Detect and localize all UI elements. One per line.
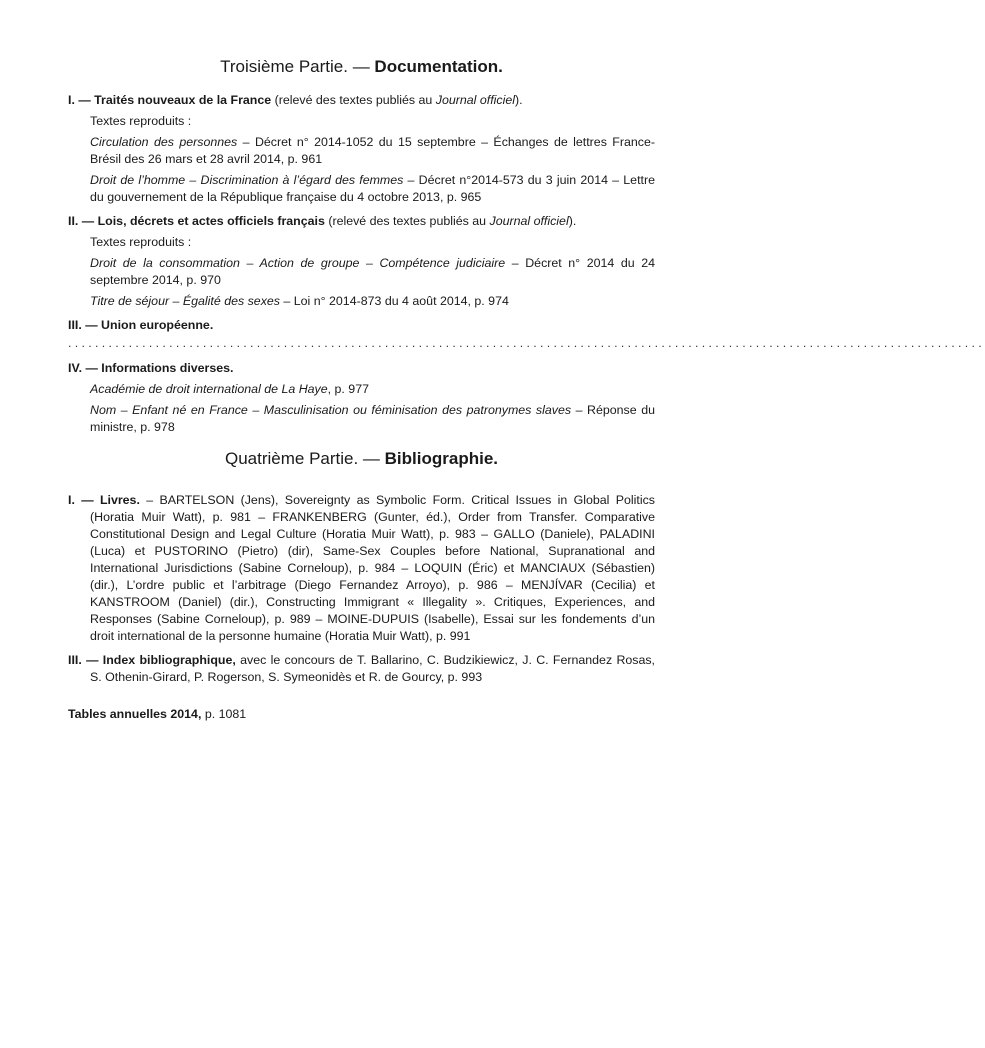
toc-entry [90,134,655,168]
section-heading [68,360,655,377]
subheading-textes: Textes reproduits : [90,114,192,128]
section-lois [68,213,655,310]
annual-tables [68,706,655,723]
part3-title-prefix: Troisième Partie. — [220,57,375,76]
entry-text: – Loi n° 2014-873 du 4 août 2014, p. 974 [279,294,509,308]
subheading-textes: Textes reproduits : [90,235,192,249]
section-heading [68,92,655,109]
bibliography-text: – BARTELSON (Jens), Sovereignty as Symbolic Form. Critical Issues in Global Politics (Horatia Muir Watt), p. 981 – FRANKENBERG (Gunter, éd.), Order from Transfer. Comparative Constitutional Design and Legal Culture (Horatia Muir Watt), p. 983 – GALLO (Daniele), PALADINI (Luca) et PUSTORINO (Pietro) (dir), Same-Sex Couples before National, Supranational and International Jurisdictions (Sabine Corneloup), p. 984 – LOQUIN (Éric) et MANCIAUX (Sébastien) (dir.), L’ordre public et l’arbitrage (Diego Fernandez Arroyo), p. 986 – MENJÍVAR (Cecilia) et KANSTROOM (Daniel) (dir.), Constructing Immigrant « Illegality ». Critiques, Experiences, and Responses (Sabine Corneloup), p. 989 – MOINE-DUPUIS (Isabelle), Essai sur les fondements d’un droit international de la personne humaine (Horatia Muir Watt), p. 991 [90,493,655,643]
toc-entry [90,293,655,310]
entry-text: , p. 977 [327,382,369,396]
bibliography-livres [68,492,655,645]
section-desc: (relevé des textes publiés au [271,93,436,107]
section-informations [68,360,655,436]
section-desc-italic: Journal officiel [489,214,569,228]
entry-text: – Décret n° 2014-1052 du 15 septembre – Échanges de lettres France-Brésil des 26 mars et 28 avril 2014, p. 961 [90,135,656,166]
entry-title: Titre de séjour – Égalité des sexes [90,294,280,308]
toc-entry [90,402,655,436]
part3-title [68,56,655,78]
section-label: III. — Union européenne. [68,318,214,332]
tables-page: p. 1081 [201,707,247,721]
part4-title-bold: Bibliographie. [384,449,498,468]
section-heading [68,213,655,230]
part4-title [68,448,655,470]
entry-text: – Décret n°2014-573 du 3 juin 2014 – Lettre du gouvernement de la République française du 4 octobre 2013, p. 965 [90,173,655,204]
bibliography-index [68,652,655,686]
entry-title: Nom – Enfant né en France – Masculinisation ou féminisation des patronymes slaves [90,403,572,417]
section-heading [68,317,655,334]
toc-entry [90,381,655,398]
section-desc-italic: Journal officiel [435,93,515,107]
section-label: II. — Lois, décrets et actes officiels français [68,214,325,228]
section-desc-end: ). [514,93,523,107]
tables-label: Tables annuelles 2014, [68,707,202,721]
section-label: III. — Index bibliographique, [68,653,236,667]
section-union-europeenne [68,317,655,334]
section-label: I. — Traités nouveaux de la France [68,93,272,107]
section-desc: (relevé des textes publiés au [324,214,490,228]
toc-entry [90,172,655,206]
entry-title: Droit de la consommation – Action de groupe – Compétence judiciaire [90,256,506,270]
entry-title: Académie de droit international de La Haye [90,382,328,396]
dotted-leader: ........................................................................................................................................ [68,336,985,350]
entry-text: – Réponse du ministre, p. 978 [90,403,655,434]
section-traites [68,92,655,206]
part4-title-prefix: Quatrième Partie. — [224,449,385,468]
table-of-contents-page [68,56,985,723]
section-label: I. — Livres. [68,493,140,507]
entry-title: Circulation des personnes [90,135,238,149]
entry-title: Droit de l’homme – Discrimination à l’égard des femmes [90,173,404,187]
toc-entry [90,255,655,289]
part3-title-bold: Documentation. [374,57,503,76]
entry-text: – Décret n° 2014 du 24 septembre 2014, p. 970 [90,256,655,287]
bibliography-text: avec le concours de T. Ballarino, C. Budzikiewicz, J. C. Fernandez Rosas, S. Othenin-Girard, P. Rogerson, S. Symeonidès et R. de Gourcy, p. 993 [90,653,656,684]
section-label: IV. — Informations diverses. [68,361,234,375]
section-desc-end: ). [568,214,577,228]
